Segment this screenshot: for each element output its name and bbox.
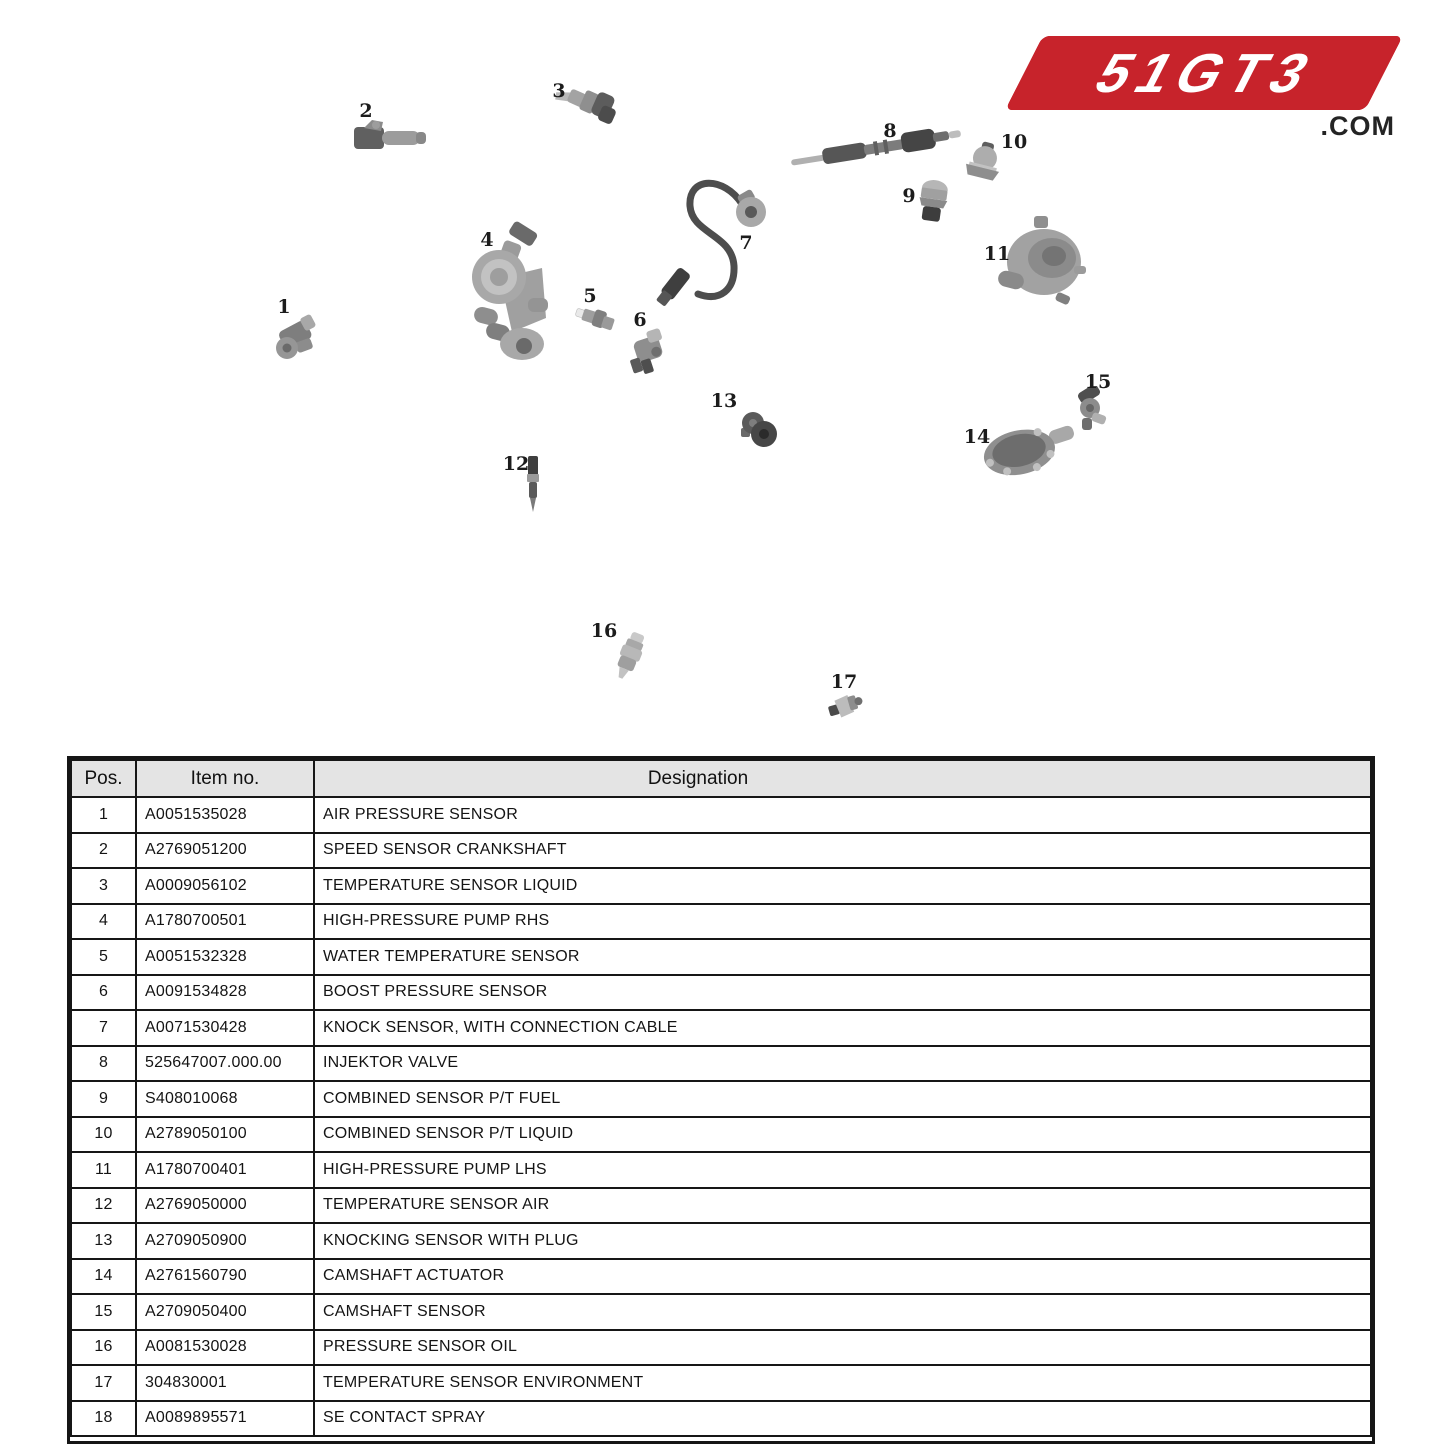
table-row xyxy=(71,1010,1371,1046)
pos-cell: 14 xyxy=(71,1259,136,1295)
logo-domain-suffix: .COM xyxy=(1320,111,1395,141)
item-no-cell: A2769051200 xyxy=(136,833,314,869)
pos-cell: 9 xyxy=(71,1081,136,1117)
part-14-camshaft-actuator xyxy=(981,416,1075,483)
pos-cell: 6 xyxy=(71,975,136,1011)
pos-cell: 17 xyxy=(71,1365,136,1401)
designation-cell: COMBINED SENSOR P/T LIQUID xyxy=(314,1117,1371,1153)
callout-12: 12 xyxy=(502,453,530,475)
callout-16: 16 xyxy=(590,620,618,642)
table-row xyxy=(71,1188,1371,1224)
callout-11: 11 xyxy=(983,243,1011,265)
designation-cell: TEMPERATURE SENSOR LIQUID xyxy=(314,868,1371,904)
part-17-temperature-sensor-environment xyxy=(826,688,864,727)
designation-cell: WATER TEMPERATURE SENSOR xyxy=(314,939,1371,975)
item-no-cell: 304830001 xyxy=(136,1365,314,1401)
part-7-knock-sensor-with-cable xyxy=(654,170,772,327)
part-5-water-temperature-sensor xyxy=(574,304,616,339)
item-no-cell: A1780700501 xyxy=(136,904,314,940)
designation-cell: KNOCKING SENSOR WITH PLUG xyxy=(314,1223,1371,1259)
designation-cell: AIR PRESSURE SENSOR xyxy=(314,797,1371,833)
pos-cell: 15 xyxy=(71,1294,136,1330)
part-15-camshaft-sensor xyxy=(1070,386,1108,437)
callout-13: 13 xyxy=(710,390,738,412)
table-row xyxy=(71,1081,1371,1117)
item-no-cell: A0051532328 xyxy=(136,939,314,975)
item-no-cell: A2789050100 xyxy=(136,1117,314,1153)
designation-cell: HIGH-PRESSURE PUMP LHS xyxy=(314,1152,1371,1188)
table-header-row xyxy=(71,760,1371,797)
pos-cell: 5 xyxy=(71,939,136,975)
designation-cell: BOOST PRESSURE SENSOR xyxy=(314,975,1371,1011)
logo-text: 51GT3 xyxy=(1084,41,1330,104)
designation-cell: SPEED SENSOR CRANKSHAFT xyxy=(314,833,1371,869)
designation-cell: PRESSURE SENSOR OIL xyxy=(314,1330,1371,1366)
table-row xyxy=(71,975,1371,1011)
table-row xyxy=(71,1365,1371,1401)
callout-1: 1 xyxy=(277,296,291,318)
part-6-boost-pressure-sensor xyxy=(626,328,672,381)
pos-cell: 2 xyxy=(71,833,136,869)
table-row xyxy=(71,1401,1371,1437)
item-no-cell: A1780700401 xyxy=(136,1152,314,1188)
designation-cell: SE CONTACT SPRAY xyxy=(314,1401,1371,1437)
part-13-knocking-sensor-with-plug xyxy=(737,410,781,455)
designation-cell: CAMSHAFT SENSOR xyxy=(314,1294,1371,1330)
table-row xyxy=(71,1117,1371,1153)
site-logo[interactable] xyxy=(0,0,1445,160)
item-no-cell: A2709050900 xyxy=(136,1223,314,1259)
part-11-high-pressure-pump-lhs xyxy=(996,214,1086,319)
callout-10: 10 xyxy=(1000,131,1028,153)
designation-cell: TEMPERATURE SENSOR ENVIRONMENT xyxy=(314,1365,1371,1401)
item-no-cell: A0081530028 xyxy=(136,1330,314,1366)
item-no-cell: 525647007.000.00 xyxy=(136,1046,314,1082)
item-no-cell: A0009056102 xyxy=(136,868,314,904)
callout-9: 9 xyxy=(902,185,916,207)
item-no-cell: A0089895571 xyxy=(136,1401,314,1437)
table-row xyxy=(71,797,1371,833)
pos-cell: 3 xyxy=(71,868,136,904)
table-row xyxy=(71,939,1371,975)
designation-cell: CAMSHAFT ACTUATOR xyxy=(314,1259,1371,1295)
pos-cell: 16 xyxy=(71,1330,136,1366)
pos-cell: 18 xyxy=(71,1401,136,1437)
part-9-combined-sensor-pt-fuel xyxy=(913,179,953,230)
parts-table xyxy=(67,756,1375,1444)
header-item-no: Item no. xyxy=(136,760,314,797)
callout-8: 8 xyxy=(883,120,897,142)
designation-cell: INJEKTOR VALVE xyxy=(314,1046,1371,1082)
pos-cell: 13 xyxy=(71,1223,136,1259)
item-no-cell: A2709050400 xyxy=(136,1294,314,1330)
callout-15: 15 xyxy=(1084,371,1112,393)
table-row xyxy=(71,868,1371,904)
item-no-cell: A0071530428 xyxy=(136,1010,314,1046)
item-no-cell: A0051535028 xyxy=(136,797,314,833)
callout-7: 7 xyxy=(739,232,753,254)
header-pos: Pos. xyxy=(71,760,136,797)
item-no-cell: A2769050000 xyxy=(136,1188,314,1224)
table-row xyxy=(71,904,1371,940)
pos-cell: 11 xyxy=(71,1152,136,1188)
designation-cell: KNOCK SENSOR, WITH CONNECTION CABLE xyxy=(314,1010,1371,1046)
header-designation: Designation xyxy=(314,760,1371,797)
item-no-cell: A2761560790 xyxy=(136,1259,314,1295)
pos-cell: 10 xyxy=(71,1117,136,1153)
table-row xyxy=(71,1152,1371,1188)
table-row xyxy=(71,1223,1371,1259)
pos-cell: 7 xyxy=(71,1010,136,1046)
logo-background xyxy=(1005,36,1403,110)
parts-table-grid xyxy=(70,759,1372,1437)
table-row xyxy=(71,1046,1371,1082)
callout-5: 5 xyxy=(583,285,597,307)
table-row xyxy=(71,833,1371,869)
designation-cell: TEMPERATURE SENSOR AIR xyxy=(314,1188,1371,1224)
callout-4: 4 xyxy=(480,229,494,251)
pos-cell: 8 xyxy=(71,1046,136,1082)
pos-cell: 1 xyxy=(71,797,136,833)
callout-14: 14 xyxy=(963,426,991,448)
callout-17: 17 xyxy=(830,671,858,693)
table-row xyxy=(71,1259,1371,1295)
callout-2: 2 xyxy=(359,100,373,122)
pos-cell: 12 xyxy=(71,1188,136,1224)
designation-cell: HIGH-PRESSURE PUMP RHS xyxy=(314,904,1371,940)
designation-cell: COMBINED SENSOR P/T FUEL xyxy=(314,1081,1371,1117)
callout-3: 3 xyxy=(552,80,566,102)
table-row xyxy=(71,1294,1371,1330)
callout-6: 6 xyxy=(633,309,647,331)
item-no-cell: S408010068 xyxy=(136,1081,314,1117)
pos-cell: 4 xyxy=(71,904,136,940)
table-row xyxy=(71,1330,1371,1366)
item-no-cell: A0091534828 xyxy=(136,975,314,1011)
